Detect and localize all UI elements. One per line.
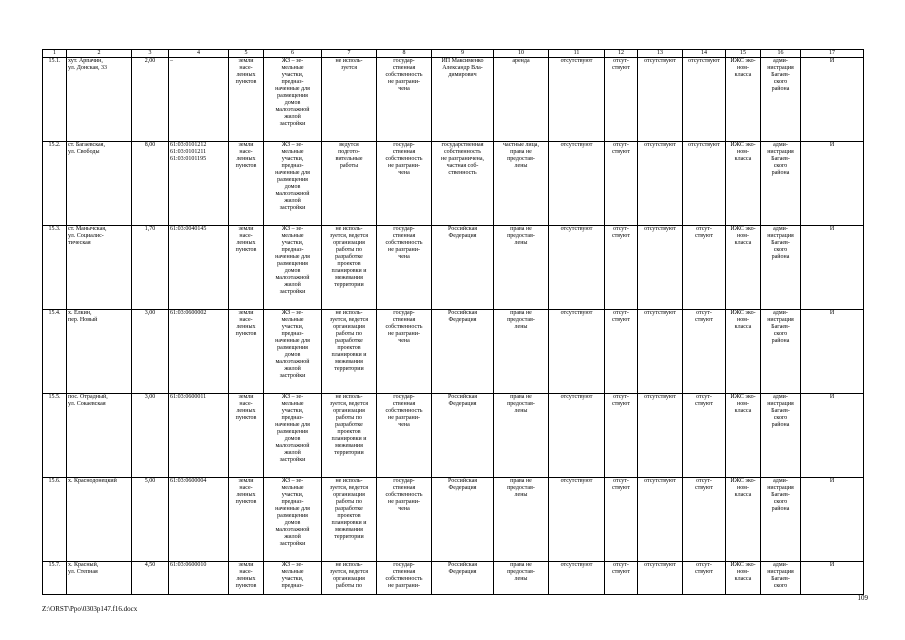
table-cell: И xyxy=(801,142,864,226)
column-header: 3 xyxy=(132,50,169,58)
table-header xyxy=(43,50,864,58)
table-cell: ЖЗ – зе- мельные участки, предназ- наченные для размещения домов малоэтажной жилой застройки xyxy=(264,394,322,478)
table-cell: отсут- ствуют xyxy=(683,226,726,310)
table-cell: государ- ственная собственность не разграни- чена xyxy=(377,58,432,142)
table-cell: х. Елкин, пер. Новый xyxy=(67,310,132,394)
table-cell: 15.4. xyxy=(43,310,67,394)
table-cell: права не предостав- лены xyxy=(494,394,549,478)
column-header: 14 xyxy=(683,50,726,58)
table-cell: государ- ственная собственность не разграни- чена xyxy=(377,142,432,226)
table-cell: отсутствуют xyxy=(638,562,683,595)
table-cell: государ- ственная собственность не разграни- чена xyxy=(377,394,432,478)
table-cell: ЖЗ – зе- мельные участки, предназ- наченные для размещения домов малоэтажной жилой застройки xyxy=(264,478,322,562)
table-cell: не исполь- зуется, ведется организация работы по разработке проектов планировки и межевания территории xyxy=(322,226,377,310)
table-cell: ЖЗ – зе- мельные участки, предназ- xyxy=(264,562,322,595)
table-cell: отсутствуют xyxy=(683,58,726,142)
table-cell: не исполь- зуется xyxy=(322,58,377,142)
table-cell: ИЖС эко- ном- класса xyxy=(726,142,761,226)
table-cell: адми- нистрация Багаев- ского района xyxy=(761,394,801,478)
table-cell: отсут- ствуют xyxy=(683,562,726,595)
table-cell: адми- нистрация Багаев- ского xyxy=(761,562,801,595)
column-header: 12 xyxy=(605,50,638,58)
table-cell: 15.1. xyxy=(43,58,67,142)
table-row xyxy=(43,226,864,310)
table-cell: отсутствуют xyxy=(638,394,683,478)
table-cell: ст. Манычская, ул. Социалис- тическая xyxy=(67,226,132,310)
table-cell: 15.2. xyxy=(43,142,67,226)
table-cell: отсутствуют xyxy=(638,58,683,142)
table-cell: – xyxy=(169,58,229,142)
table-cell: 15.7. xyxy=(43,562,67,595)
table-cell: 5,00 xyxy=(132,478,169,562)
table-cell: земли насе- ленных пунктов xyxy=(229,562,264,595)
table-row xyxy=(43,58,864,142)
column-header: 7 xyxy=(322,50,377,58)
table-cell: земли насе- ленных пунктов xyxy=(229,310,264,394)
table-cell: ИП Максименко Александр Вла- димирович xyxy=(432,58,494,142)
table-cell: Российская Федерация xyxy=(432,478,494,562)
table-cell: государ- ственная собственность не разграни- xyxy=(377,562,432,595)
table-cell: ЖЗ – зе- мельные участки, предназ- наченные для размещения домов малоэтажной жилой застройки xyxy=(264,310,322,394)
table-cell: государственная собственность не разграничена, частная соб- ственность xyxy=(432,142,494,226)
column-header: 11 xyxy=(549,50,605,58)
table-cell: И xyxy=(801,58,864,142)
table-cell: ИЖС эко- ном- класса xyxy=(726,58,761,142)
file-path: Z:\ORST\Ppo\0303p147.f16.docx xyxy=(42,605,138,613)
table-cell: государ- ственная собственность не разграни- чена xyxy=(377,310,432,394)
table-row xyxy=(43,562,864,595)
table-cell: адми- нистрация Багаев- ского района xyxy=(761,310,801,394)
column-number-row xyxy=(43,50,864,58)
table-cell: земли насе- ленных пунктов xyxy=(229,142,264,226)
table-row xyxy=(43,394,864,478)
table-cell: Российская Федерация xyxy=(432,562,494,595)
table-cell: права не предостав- лены xyxy=(494,562,549,595)
table-cell: И xyxy=(801,310,864,394)
table-cell: ЖЗ – зе- мельные участки, предназ- наченные для размещения домов малоэтажной жилой застройки xyxy=(264,142,322,226)
column-header: 8 xyxy=(377,50,432,58)
table-cell: И xyxy=(801,478,864,562)
table-cell: земли насе- ленных пунктов xyxy=(229,394,264,478)
table-cell: адми- нистрация Багаев- ского района xyxy=(761,226,801,310)
column-header: 15 xyxy=(726,50,761,58)
table-cell: Российская Федерация xyxy=(432,226,494,310)
column-header: 6 xyxy=(264,50,322,58)
table-cell: отсутствуют xyxy=(638,310,683,394)
table-cell: ИЖС эко- ном- класса xyxy=(726,478,761,562)
table-cell: государ- ственная собственность не разграни- чена xyxy=(377,226,432,310)
table-cell: ИЖС эко- ном- класса xyxy=(726,562,761,595)
table-cell: не исполь- зуется, ведется организация работы по разработке проектов планировки и межевания территории xyxy=(322,310,377,394)
page-number: 109 xyxy=(857,594,868,602)
table-cell: отсутствуют xyxy=(549,142,605,226)
table-cell: 61:03:0600002 xyxy=(169,310,229,394)
table-row xyxy=(43,142,864,226)
table-cell: ст. Багаевская, ул. Свободы xyxy=(67,142,132,226)
table-cell: частные лица, права не предостав- лены xyxy=(494,142,549,226)
table-cell: права не предостав- лены xyxy=(494,226,549,310)
table-cell: х. Краснодонецкий xyxy=(67,478,132,562)
table-cell: отсут- ствуют xyxy=(605,58,638,142)
table-cell: отсут- ствуют xyxy=(683,394,726,478)
table-cell: отсутствуют xyxy=(549,226,605,310)
table-cell: Российская Федерация xyxy=(432,310,494,394)
table-cell: земли насе- ленных пунктов xyxy=(229,58,264,142)
table-cell: отсутствуют xyxy=(638,478,683,562)
table-cell: х. Красный, ул. Степная xyxy=(67,562,132,595)
table-cell: 3,00 xyxy=(132,394,169,478)
table-cell: 61:03:0040145 xyxy=(169,226,229,310)
table-cell: отсутствуют xyxy=(549,478,605,562)
table-cell: не исполь- зуется, ведется организация работы по разработке проектов планировки и межевания территории xyxy=(322,394,377,478)
table-cell: 15.6. xyxy=(43,478,67,562)
table-cell: пос. Отрадный, ул. Сокаевская xyxy=(67,394,132,478)
table-cell: ИЖС эко- ном- класса xyxy=(726,226,761,310)
table-cell: отсутствуют xyxy=(549,394,605,478)
table-cell: 3,00 xyxy=(132,310,169,394)
table-cell: отсут- ствуют xyxy=(605,142,638,226)
table-cell: ЖЗ – зе- мельные участки, предназ- наченные для размещения домов малоэтажной жилой застройки xyxy=(264,58,322,142)
table-cell: отсут- ствуют xyxy=(605,310,638,394)
column-header: 2 xyxy=(67,50,132,58)
table-cell: 15.3. xyxy=(43,226,67,310)
column-header: 9 xyxy=(432,50,494,58)
column-header: 13 xyxy=(638,50,683,58)
table-cell: отсут- ствуют xyxy=(683,478,726,562)
table-cell: отсут- ствуют xyxy=(605,226,638,310)
table-cell: 1,70 xyxy=(132,226,169,310)
table-cell: отсут- ствуют xyxy=(605,394,638,478)
table-cell: не исполь- зуется, ведется организация работы по xyxy=(322,562,377,595)
table-cell: отсутствуют xyxy=(638,226,683,310)
table-row xyxy=(43,310,864,394)
land-plots-table xyxy=(42,49,864,595)
table-cell: отсутствуют xyxy=(683,142,726,226)
table-cell: И xyxy=(801,562,864,595)
table-cell: 61:03:0600010 xyxy=(169,562,229,595)
table-cell: 61:03:0101212 61:03:0101211 61:03:0101195 xyxy=(169,142,229,226)
column-header: 10 xyxy=(494,50,549,58)
table-cell: 61:03:0600011 xyxy=(169,394,229,478)
table-cell: земли насе- ленных пунктов xyxy=(229,478,264,562)
column-header: 17 xyxy=(801,50,864,58)
table-cell: государ- ственная собственность не разграни- чена xyxy=(377,478,432,562)
column-header: 1 xyxy=(43,50,67,58)
table-cell: отсутствуют xyxy=(549,310,605,394)
table-cell: Российская Федерация xyxy=(432,394,494,478)
column-header: 16 xyxy=(761,50,801,58)
table-cell: ведутся подгото- вительные работы xyxy=(322,142,377,226)
table-cell: 2,00 xyxy=(132,58,169,142)
table-cell: хут. Арпачин, ул. Донская, 33 xyxy=(67,58,132,142)
table-cell: ИЖС эко- ном- класса xyxy=(726,310,761,394)
table-cell: ИЖС эко- ном- класса xyxy=(726,394,761,478)
table-cell: адми- нистрация Багаев- ского района xyxy=(761,142,801,226)
table-body xyxy=(43,58,864,595)
table-cell: не исполь- зуется, ведется организация работы по разработке проектов планировки и межевания территории xyxy=(322,478,377,562)
table-cell: адми- нистрация Багаев- ского района xyxy=(761,478,801,562)
table-cell: 61:03:0600004 xyxy=(169,478,229,562)
table-cell: права не предостав- лены xyxy=(494,478,549,562)
table-cell: 8,00 xyxy=(132,142,169,226)
table-cell: отсутствуют xyxy=(638,142,683,226)
table-cell: отсутствуют xyxy=(549,562,605,595)
table-cell: 4,50 xyxy=(132,562,169,595)
table-cell: отсут- ствуют xyxy=(683,310,726,394)
column-header: 5 xyxy=(229,50,264,58)
table-cell: ЖЗ – зе- мельные участки, предназ- наченные для размещения домов малоэтажной жилой застройки xyxy=(264,226,322,310)
table-cell: аренда xyxy=(494,58,549,142)
column-header: 4 xyxy=(169,50,229,58)
table-cell: И xyxy=(801,226,864,310)
table-cell: права не предостав- лены xyxy=(494,310,549,394)
table-cell: отсут- ствуют xyxy=(605,478,638,562)
table-cell: отсутствуют xyxy=(549,58,605,142)
table-cell: земли насе- ленных пунктов xyxy=(229,226,264,310)
table-cell: 15.5. xyxy=(43,394,67,478)
table-row xyxy=(43,478,864,562)
table-cell: И xyxy=(801,394,864,478)
table-cell: отсут- ствуют xyxy=(605,562,638,595)
table-cell: адми- нистрация Багаев- ского района xyxy=(761,58,801,142)
